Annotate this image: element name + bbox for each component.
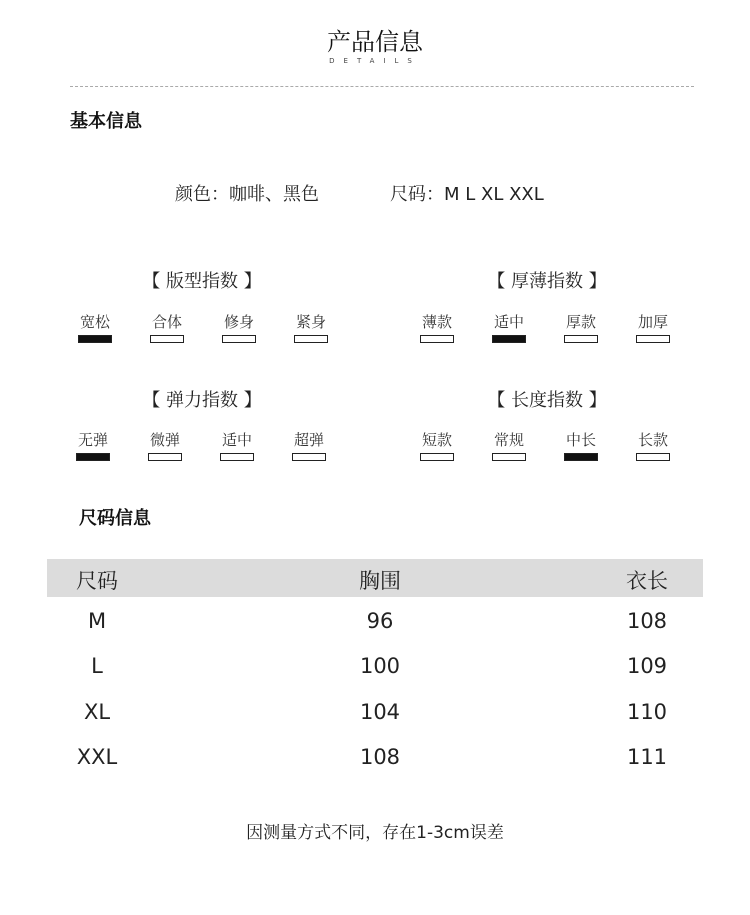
table-row [47,745,703,779]
elasticity-option-label: 微弹 [149,431,180,449]
header-length: 衣长 [626,569,668,593]
fit-option-label: 紧身 [295,313,326,331]
length-option-label: 长款 [637,431,668,449]
thickness-option-label: 加厚 [637,313,668,331]
cell-chest: 100 [359,654,401,678]
table-row [47,654,703,688]
cell-size: XL [83,700,111,724]
length-option-indicator [636,453,670,461]
fit-option-label: 宽松 [79,313,110,331]
elasticity-option [273,429,345,461]
elasticity-option [129,429,201,461]
elasticity-option [57,429,129,461]
dotted-divider [70,86,694,87]
fit-option [131,311,203,343]
fit-index-title: 【 版型指数 】 [142,271,262,292]
thickness-option [545,311,617,343]
length-option-indicator [564,453,598,461]
page-title: 产品信息 [327,28,423,56]
fit-option [203,311,275,343]
fit-option-indicator [294,335,328,343]
page-subtitle: DETAILS [329,57,421,65]
length-option-label: 常规 [493,431,524,449]
size-attribute: 尺码：M L XL XXL [390,184,544,205]
thickness-option-indicator [492,335,526,343]
table-row [47,700,703,734]
length-option-indicator [420,453,454,461]
thickness-option-indicator [420,335,454,343]
fit-option-label: 合体 [151,313,182,331]
cell-length: 108 [626,609,668,633]
cell-size: XXL [76,745,118,769]
thickness-option-label: 薄款 [421,313,452,331]
thickness-option-indicator [564,335,598,343]
cell-length: 111 [626,745,668,769]
thickness-option [617,311,689,343]
header-size: 尺码 [76,569,118,593]
elasticity-index-title: 【 弹力指数 】 [142,390,262,411]
fit-option-label: 修身 [223,313,254,331]
thickness-option [401,311,473,343]
thickness-option-label: 适中 [493,313,524,331]
cell-length: 109 [626,654,668,678]
length-index-title: 【 长度指数 】 [487,390,607,411]
size-info-title: 尺码信息 [79,508,151,529]
thickness-index-title: 【 厚薄指数 】 [487,271,607,292]
cell-size: L [91,654,103,678]
length-option-label: 中长 [565,431,596,449]
length-option [545,429,617,461]
elasticity-index-scale [57,429,345,461]
table-row [47,609,703,643]
size-table-body [47,597,703,787]
length-option [473,429,545,461]
measurement-footnote: 因测量方式不同，存在1-3cm误差 [246,823,504,843]
fit-option-indicator [150,335,184,343]
size-table-header [47,559,703,597]
elasticity-option-indicator [76,453,110,461]
length-option [401,429,473,461]
elasticity-option [201,429,273,461]
fit-option-indicator [78,335,112,343]
cell-chest: 108 [359,745,401,769]
fit-index-scale [59,311,347,343]
thickness-index-scale [401,311,689,343]
color-attribute: 颜色：咖啡、黑色 [175,184,319,205]
elasticity-option-label: 超弹 [293,431,324,449]
elasticity-option-indicator [148,453,182,461]
elasticity-option-indicator [220,453,254,461]
length-option-indicator [492,453,526,461]
length-option [617,429,689,461]
cell-chest: 104 [359,700,401,724]
cell-chest: 96 [366,609,394,633]
thickness-option-indicator [636,335,670,343]
fit-option [59,311,131,343]
fit-option [275,311,347,343]
cell-size: M [87,609,107,633]
header-chest: 胸围 [359,569,401,593]
basic-info-title: 基本信息 [70,111,142,132]
elasticity-option-label: 适中 [221,431,252,449]
thickness-option [473,311,545,343]
elasticity-option-label: 无弹 [77,431,108,449]
length-option-label: 短款 [421,431,452,449]
cell-length: 110 [626,700,668,724]
fit-option-indicator [222,335,256,343]
thickness-option-label: 厚款 [565,313,596,331]
length-index-scale [401,429,689,461]
elasticity-option-indicator [292,453,326,461]
